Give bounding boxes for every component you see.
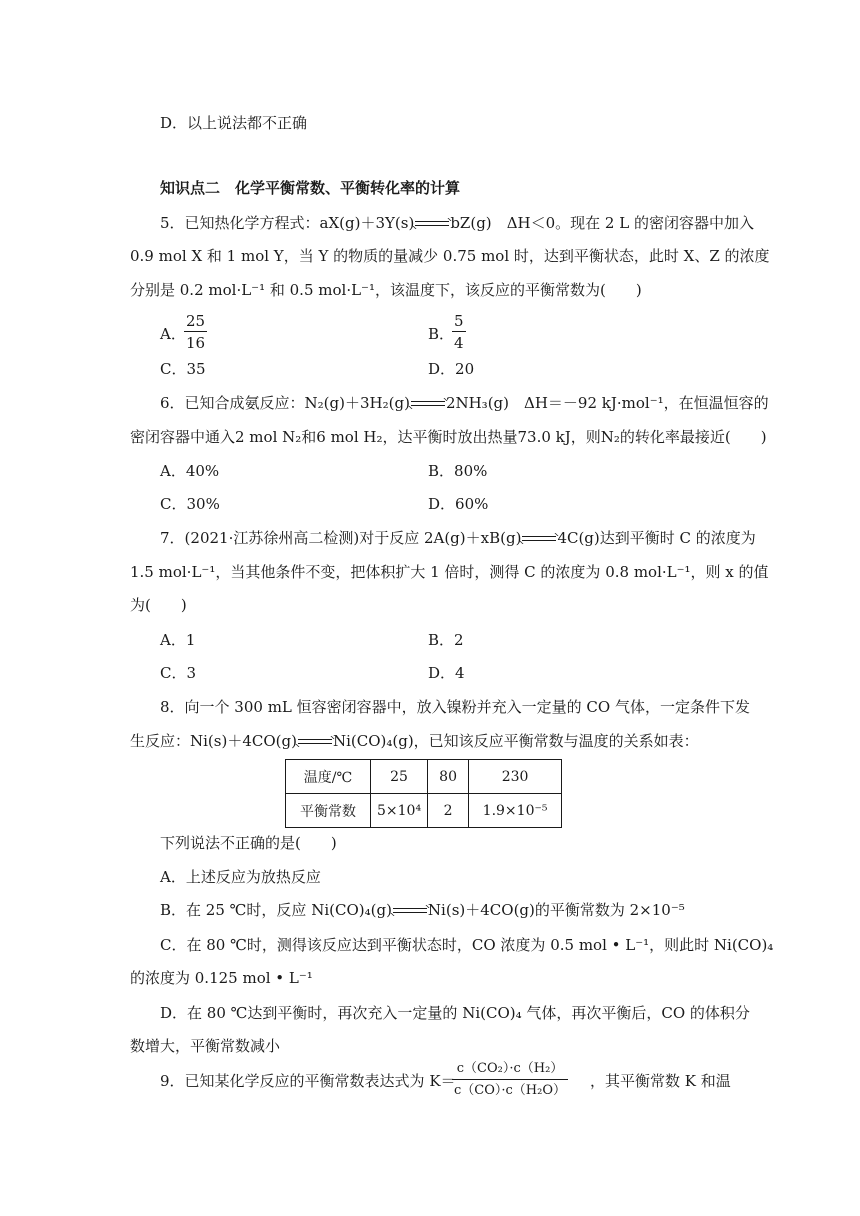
q8-prompt: 下列说法不正确的是( ) [160, 834, 337, 852]
q7-equation-left: 7．(2021·江苏徐州高二检测)对于反应 2A(g)＋xB(g) [160, 529, 522, 547]
q7-option-c: C．3 [160, 664, 197, 682]
table-header-cell: 230 [469, 760, 562, 794]
table-row [286, 794, 562, 828]
table-cell: 1.9×10⁻⁵ [469, 794, 562, 828]
q5-number: 5．已知热化学方程式： [160, 214, 320, 232]
q7-line2: 1.5 mol·L⁻¹，当其他条件不变，把体积扩大 1 倍时，测得 C 的浓度为 0.8 mol·L⁻¹，则 x 的值 [130, 563, 769, 581]
q8-option-c-line1: C．在 80 ℃时，测得该反应达到平衡状态时，CO 浓度为 0.5 mol • L⁻¹，则此时 Ni(CO)₄ [160, 936, 774, 954]
q7-line1 [160, 528, 756, 548]
q5-option-a-fraction [184, 311, 207, 354]
q8-equation-right: Ni(CO)₄(g)，已知该反应平衡常数与温度的关系如表： [332, 732, 699, 750]
fraction-denominator: 16 [186, 334, 206, 352]
q7-option-b: B．2 [428, 631, 464, 649]
q4-option-d: D．以上说法都不正确 [160, 114, 308, 132]
q7-option-d: D．4 [428, 664, 465, 682]
equilibrium-arrow-icon [522, 533, 556, 545]
q6-option-d: D．60% [428, 495, 489, 513]
fraction-numerator: c（CO₂）·c（H₂） [452, 1059, 568, 1080]
q5-option-b-fraction [452, 311, 466, 354]
q8-option-b-left: B．在 25 ℃时，反应 Ni(CO)₄(g) [160, 901, 392, 919]
q5-option-a [160, 324, 186, 344]
equilibrium-arrow-icon [411, 398, 445, 410]
q7-equation-right: 4C(g)达到平衡时 C 的浓度为 [557, 529, 756, 547]
equilibrium-arrow-icon [415, 218, 449, 230]
table-cell: 5×10⁴ [371, 794, 428, 828]
fraction-numerator: 5 [454, 312, 464, 330]
q8-option-b-right: Ni(s)＋4CO(g)的平衡常数为 2×10⁻⁵ [427, 901, 685, 919]
q5-equation-left: aX(g)＋3Y(s) [319, 214, 415, 232]
q6-equation-right: 2NH₃(g) ΔH＝－92 kJ·mol⁻¹，在恒温恒容的 [445, 394, 769, 412]
q7-line3: 为( ) [130, 596, 187, 614]
q8-option-c-line2: 的浓度为 0.125 mol • L⁻¹ [130, 969, 313, 987]
q8-line2 [130, 731, 699, 751]
table-header-cell: 25 [371, 760, 428, 794]
q8-option-d-line2: 数增大，平衡常数减小 [130, 1037, 281, 1055]
q6-option-a: A．40% [160, 462, 220, 480]
q6-option-b: B．80% [428, 462, 488, 480]
table-cell: 2 [428, 794, 469, 828]
q6-equation-left: 6．已知合成氨反应：N₂(g)＋3H₂(g) [160, 394, 410, 412]
option-label: B． [428, 325, 455, 343]
q8-equation-left: 生反应：Ni(s)＋4CO(g) [130, 732, 297, 750]
equilibrium-arrow-icon [298, 736, 332, 748]
table-cell: 平衡常数 [286, 794, 371, 828]
equilibrium-arrow-icon [393, 905, 427, 917]
q8-option-d-line1: D．在 80 ℃达到平衡时，再次充入一定量的 Ni(CO)₄ 气体，再次平衡后，CO 的体积分 [160, 1004, 750, 1022]
table-header-cell: 温度/℃ [286, 760, 371, 794]
q6-line2: 密闭容器中通入2 mol N₂和6 mol H₂，达平衡时放出热量73.0 kJ，则N₂的转化率最接近( ) [130, 428, 767, 446]
fraction-numerator: 25 [186, 312, 206, 330]
q8-option-b [160, 900, 685, 920]
q5-equation-right: bZ(g) [450, 214, 492, 232]
q5-line2: 0.9 mol X 和 1 mol Y，当 Y 的物质的量减少 0.75 mol 时，达到平衡状态，此时 X、Z 的浓度 [130, 247, 770, 265]
q9-lead: 9．已知某化学反应的平衡常数表达式为 K＝ [160, 1072, 456, 1090]
table-header-cell: 80 [428, 760, 469, 794]
fraction-denominator: 4 [454, 334, 464, 352]
q5-option-c: C．35 [160, 360, 206, 378]
q5-delta-h: ΔH＜0。现在 2 L 的密闭容器中加入 [506, 214, 754, 232]
q8-line1: 8．向一个 300 mL 恒容密闭容器中，放入镍粉并充入一定量的 CO 气体，一定条件下发 [160, 698, 750, 716]
table-row [286, 760, 562, 794]
q9-tail: ，其平衡常数 K 和温 [590, 1072, 731, 1090]
section-title: 知识点二 化学平衡常数、平衡转化率的计算 [160, 179, 461, 197]
fraction-denominator: c（CO）·c（H₂O） [454, 1083, 567, 1098]
q7-option-a: A．1 [160, 631, 196, 649]
q5-option-d: D．20 [428, 360, 475, 378]
q5-line1 [160, 213, 754, 233]
q6-option-c: C．30% [160, 495, 220, 513]
q8-option-a: A．上述反应为放热反应 [160, 868, 321, 886]
option-label: A． [160, 325, 186, 343]
q5-line3: 分别是 0.2 mol·L⁻¹ 和 0.5 mol·L⁻¹，该温度下，该反应的平衡常数为( ) [130, 281, 642, 299]
q6-line1 [160, 393, 769, 413]
q9-equilibrium-expression [452, 1059, 568, 1102]
equilibrium-constant-table [285, 759, 562, 828]
q5-option-b [428, 324, 454, 344]
